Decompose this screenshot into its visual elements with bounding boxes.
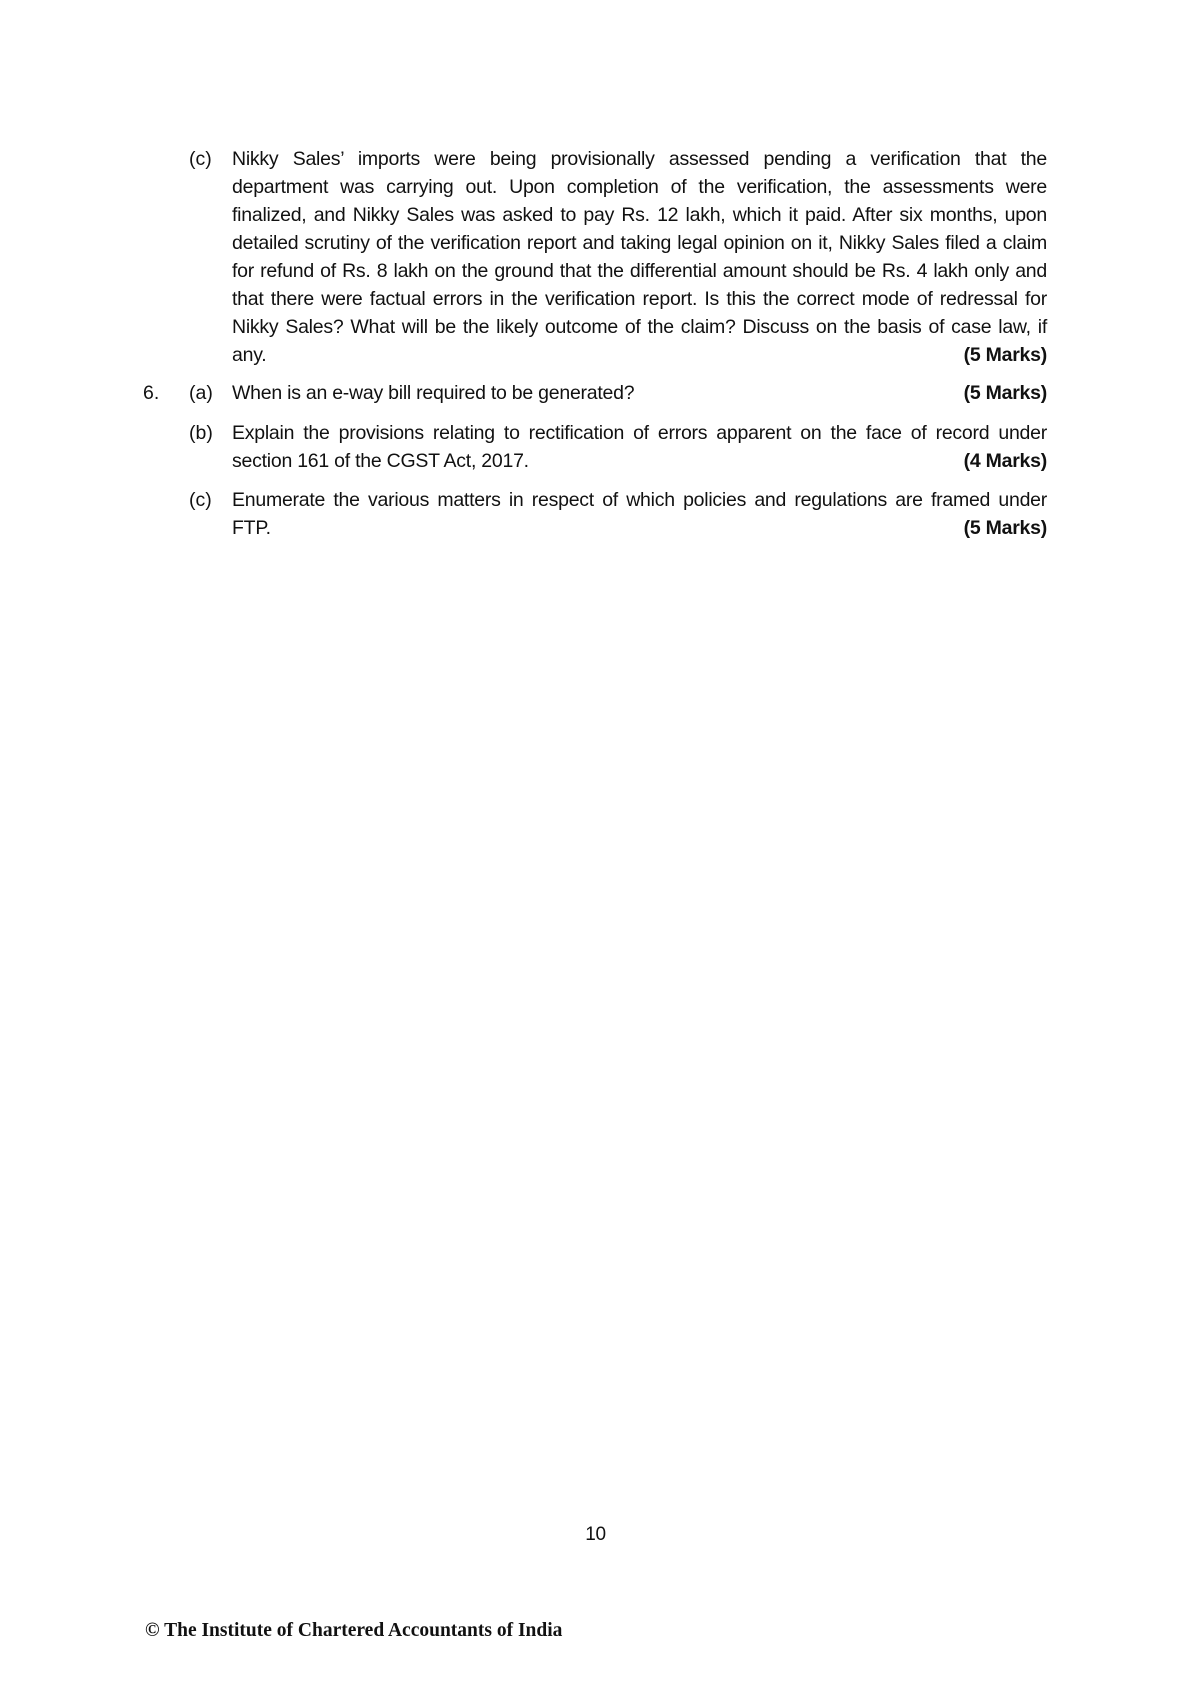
sub-question-label: (c): [189, 148, 212, 170]
question-number: 6.: [143, 382, 160, 404]
marks-label: (4 Marks): [963, 450, 1047, 472]
question-text-block: [232, 379, 1047, 407]
question-text: When is an e-way bill required to be generated?: [232, 382, 635, 404]
marks-label: (5 Marks): [963, 344, 1047, 366]
question-list: [145, 145, 1047, 552]
sub-question-label: (a): [189, 382, 213, 404]
footer-copyright: © The Institute of Chartered Accountants of India: [145, 1620, 563, 1641]
question-text-block: [232, 486, 1047, 542]
question-item: [145, 145, 1047, 369]
sub-question-label: (b): [189, 422, 213, 444]
page-number: 10: [585, 1524, 606, 1545]
question-text-block: [232, 419, 1047, 475]
question-item: [145, 419, 1047, 475]
sub-question-label: (c): [189, 489, 212, 511]
question-text-block: [232, 145, 1047, 369]
marks-label: (5 Marks): [963, 382, 1047, 404]
question-text: Explain the provisions relating to rectification of errors apparent on the face of record under section 161 of the CGST Act, 2017.: [232, 422, 1047, 472]
question-item: [145, 379, 1047, 407]
marks-label: (5 Marks): [963, 517, 1047, 539]
question-item: [145, 486, 1047, 542]
question-text: Nikky Sales’ imports were being provisionally assessed pending a verification that the department was carrying out. Upon completion of the verification, the assessments were finalized, and Nikky Sales was asked to pay Rs. 12 lakh, which it paid. After six months, upon detailed scrutiny of the verification report and taking legal opinion on it, Nikky Sales filed a claim for refund of Rs. 8 lakh on the ground that the differential amount should be Rs. 4 lakh only and that there were factual errors in the verification report. Is this the correct mode of redressal for Nikky Sales? What will be the likely outcome of the claim? Discuss on the basis of case law, if any.: [232, 148, 1047, 366]
question-text: Enumerate the various matters in respect of which policies and regulations are framed under FTP.: [232, 489, 1047, 539]
